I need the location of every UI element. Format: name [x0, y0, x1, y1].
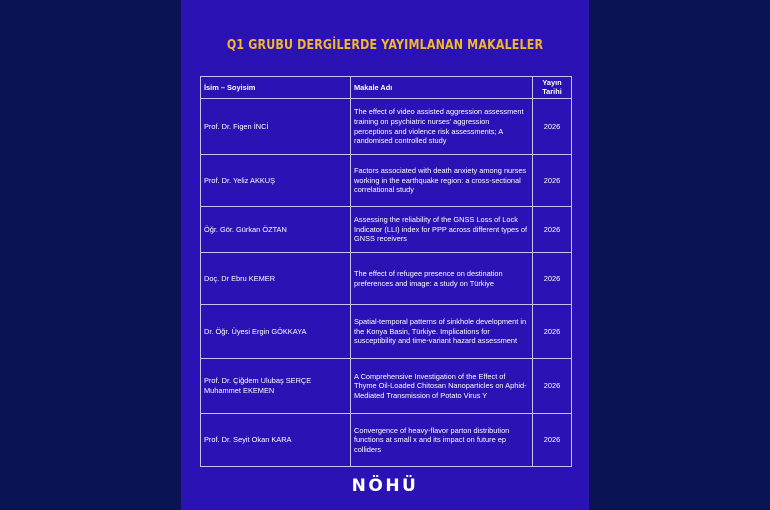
table-header-row [201, 77, 572, 99]
cell-year: 2026 [533, 99, 572, 155]
cell-name: Prof. Dr. Seyit Okan KARA [201, 414, 351, 467]
table-row [201, 305, 572, 359]
content-panel [181, 0, 589, 510]
table-row [201, 253, 572, 305]
cell-article: A Comprehensive Investigation of the Effect of Thyme Oil-Loaded Chitosan Nanoparticles on Aphid-Mediated Transmission of Potato Virus Y [351, 359, 533, 414]
cell-name: Doç. Dr Ebru KEMER [201, 253, 351, 305]
cell-year: 2026 [533, 207, 572, 253]
table-row [201, 99, 572, 155]
cell-year: 2026 [533, 155, 572, 207]
cell-article: Factors associated with death anxiety among nurses working in the earthquake region: a cross-sectional correlational study [351, 155, 533, 207]
cell-article: Convergence of heavy-flavor parton distribution functions at small x and its impact on future ep colliders [351, 414, 533, 467]
cell-article: The effect of refugee presence on destination preferences and image: a study on Türkiye [351, 253, 533, 305]
articles-table [200, 76, 572, 467]
header-article: Makale Adı [351, 77, 533, 99]
cell-year: 2026 [533, 414, 572, 467]
university-logo: NÖHÜ [351, 476, 419, 496]
table-row [201, 414, 572, 467]
cell-name: Dr. Öğr. Üyesi Ergin GÖKKAYA [201, 305, 351, 359]
cell-article: Assessing the reliability of the GNSS Loss of Lock Indicator (LLI) index for PPP across different types of GNSS receivers [351, 207, 533, 253]
cell-year: 2026 [533, 305, 572, 359]
cell-year: 2026 [533, 253, 572, 305]
cell-name: Prof. Dr. Çiğdem Ulubaş SERÇE Muhammet EKEMEN [201, 359, 351, 414]
table-row [201, 207, 572, 253]
header-name: İsim – Soyisim [201, 77, 351, 99]
table-row [201, 155, 572, 207]
table-row [201, 359, 572, 414]
cell-article: Spatial-temporal patterns of sinkhole development in the Konya Basin, Türkiye. Implications for susceptibility and time-variant hazard assessment [351, 305, 533, 359]
cell-name: Öğr. Gör. Gürkan ÖZTAN [201, 207, 351, 253]
cell-name: Prof. Dr. Figen İNCİ [201, 99, 351, 155]
cell-name: Prof. Dr. Yeliz AKKUŞ [201, 155, 351, 207]
page-title: Q1 GRUBU DERGİLERDE YAYIMLANAN MAKALELER [226, 37, 544, 53]
cell-article: The effect of video assisted aggression assessment training on psychiatric nurses' aggression perceptions and violence risk assessments; A randomised controlled study [351, 99, 533, 155]
header-year: Yayın Tarihi [533, 77, 572, 99]
cell-year: 2026 [533, 359, 572, 414]
